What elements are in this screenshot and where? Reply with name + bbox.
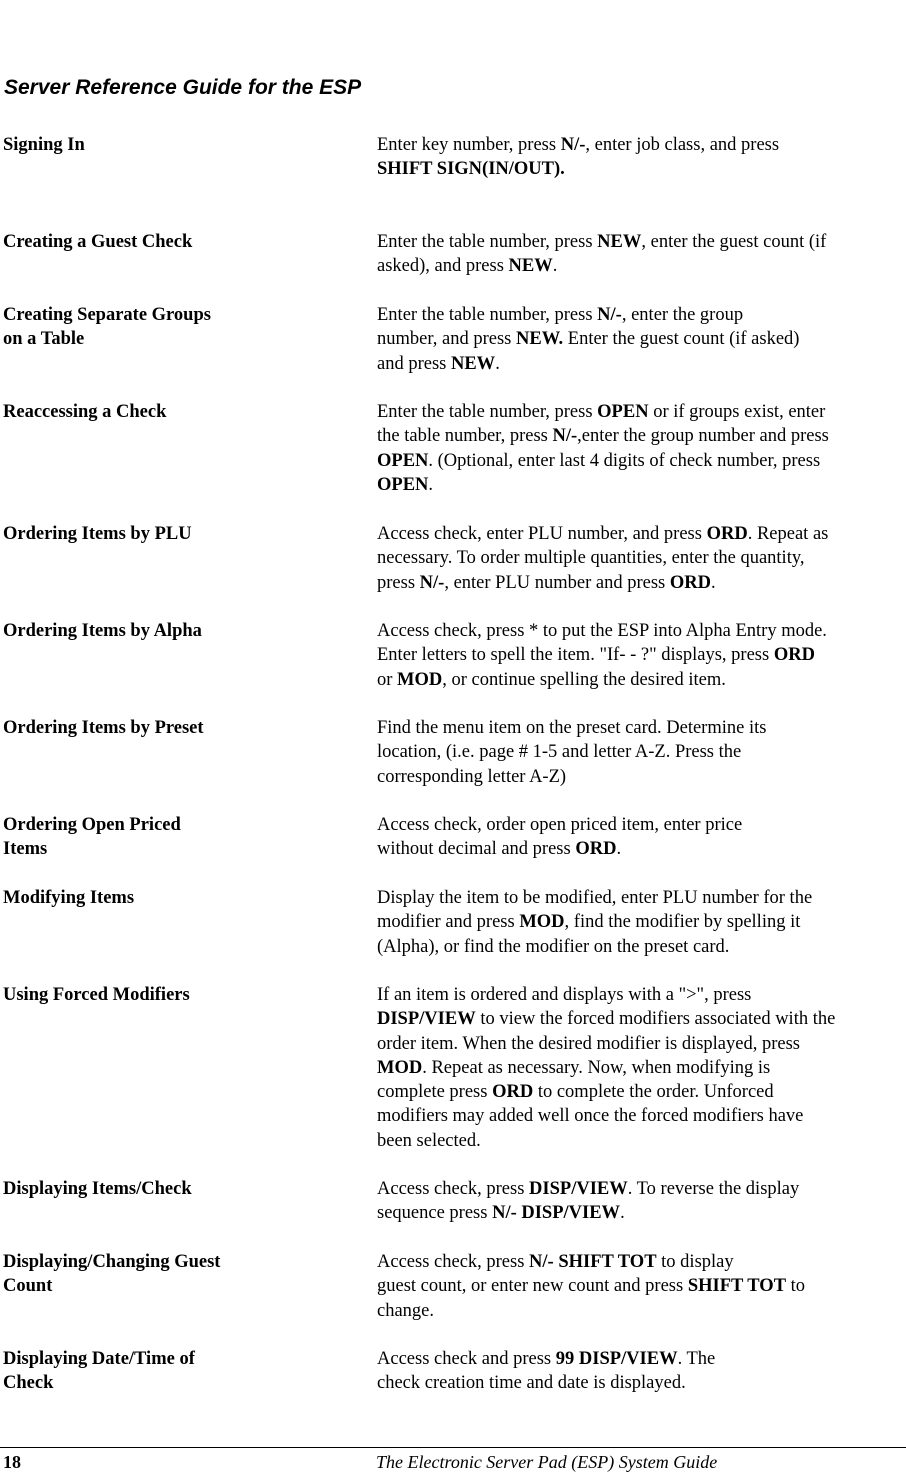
description-line bbox=[377, 1347, 901, 1371]
entry-description bbox=[377, 983, 901, 1153]
entry-term bbox=[3, 619, 363, 643]
description-line bbox=[377, 327, 901, 351]
description-line bbox=[377, 230, 901, 254]
key-name: NEW bbox=[597, 232, 642, 252]
description-text: Access check, order open priced item, enter price bbox=[377, 815, 743, 835]
entry-term-line: Count bbox=[3, 1276, 53, 1297]
description-line bbox=[377, 1104, 901, 1128]
description-line bbox=[377, 886, 901, 910]
key-name: N/- DISP/VIEW bbox=[492, 1203, 621, 1224]
description-line bbox=[377, 400, 901, 424]
description-line bbox=[377, 1080, 901, 1104]
entry-description bbox=[377, 886, 901, 959]
description-line bbox=[377, 1299, 901, 1323]
description-text: Access check, enter PLU number, and press bbox=[377, 524, 707, 544]
key-name: ORD bbox=[492, 1082, 534, 1103]
description-line bbox=[377, 716, 901, 740]
description-text: , enter the guest count (if bbox=[641, 232, 827, 252]
description-text: . bbox=[711, 572, 716, 593]
description-text: corresponding letter A-Z) bbox=[377, 766, 567, 787]
description-text: to complete the order. Unforced bbox=[533, 1082, 774, 1103]
entry-description bbox=[377, 1347, 901, 1396]
entry-term-line: Creating Separate Groups bbox=[3, 305, 211, 325]
description-line bbox=[377, 522, 901, 546]
description-text: Find the menu item on the preset card. Determine its bbox=[377, 718, 767, 738]
entry-term-line: Ordering Open Priced bbox=[3, 815, 181, 835]
entry-term-line: Check bbox=[3, 1373, 54, 1394]
entry-term-line: Ordering Items by Preset bbox=[3, 718, 204, 738]
key-name: NEW. bbox=[516, 329, 564, 350]
description-line bbox=[377, 1129, 901, 1153]
entry-term bbox=[3, 1347, 363, 1396]
description-line bbox=[377, 1032, 901, 1056]
description-text: . bbox=[495, 353, 500, 374]
entry-term-line: Reaccessing a Check bbox=[3, 402, 167, 422]
description-text: , or continue spelling the desired item. bbox=[442, 669, 726, 690]
description-text: . Repeat as bbox=[747, 524, 829, 544]
description-text: or bbox=[377, 669, 398, 690]
description-text: Enter key number, press bbox=[377, 135, 561, 155]
description-text: , enter PLU number and press bbox=[444, 572, 670, 593]
entry-description bbox=[377, 619, 901, 692]
description-text: guest count, or enter new count and press bbox=[377, 1276, 688, 1297]
key-name: SHIFT SIGN(IN/OUT). bbox=[377, 159, 565, 180]
entry-term-line: Displaying/Changing Guest bbox=[3, 1252, 221, 1272]
entry-term-line: Displaying Items/Check bbox=[3, 1179, 192, 1199]
description-line bbox=[377, 765, 901, 789]
key-name: DISP/VIEW bbox=[377, 1009, 476, 1030]
description-text: , enter job class, and press bbox=[585, 135, 780, 155]
description-text: and press bbox=[377, 353, 451, 374]
key-name: ORD bbox=[773, 645, 815, 666]
description-line bbox=[377, 668, 901, 692]
description-text: the table number, press bbox=[377, 426, 553, 447]
description-text: check creation time and date is displayed. bbox=[377, 1373, 686, 1394]
description-line bbox=[377, 1201, 901, 1225]
key-name: N/- bbox=[552, 426, 578, 447]
description-text: to display bbox=[656, 1252, 734, 1272]
description-line bbox=[377, 1274, 901, 1298]
entry-description bbox=[377, 813, 901, 862]
description-text: Enter the guest count (if asked) bbox=[563, 329, 800, 350]
description-text: . (Optional, enter last 4 digits of check number, press bbox=[428, 450, 821, 471]
description-line bbox=[377, 813, 901, 837]
key-name: ORD bbox=[575, 839, 617, 860]
description-line bbox=[377, 983, 901, 1007]
entry-description bbox=[377, 1177, 901, 1226]
description-text: Enter letters to spell the item. "If- - ?" displays, press bbox=[377, 645, 774, 666]
description-text: Access check and press bbox=[377, 1349, 556, 1369]
description-text: order item. When the desired modifier is displayed, press bbox=[377, 1033, 800, 1054]
description-text: been selected. bbox=[377, 1130, 481, 1151]
description-line bbox=[377, 157, 901, 181]
description-line bbox=[377, 449, 901, 473]
entry-description bbox=[377, 230, 901, 279]
description-text: . To reverse the display bbox=[627, 1179, 800, 1199]
description-text: to bbox=[786, 1276, 806, 1297]
description-text: or if groups exist, enter bbox=[648, 402, 826, 422]
entry-term-line: Displaying Date/Time of bbox=[3, 1349, 195, 1369]
description-line bbox=[377, 1007, 901, 1031]
description-text: Access check, press bbox=[377, 1179, 530, 1199]
footer-guide-title: The Electronic Server Pad (ESP) System Guide bbox=[376, 1452, 718, 1472]
entry-term bbox=[3, 400, 363, 424]
description-line bbox=[377, 254, 901, 278]
entry-term bbox=[3, 886, 363, 910]
description-text: to view the forced modifiers associated with the bbox=[475, 1009, 836, 1030]
description-text: . bbox=[616, 839, 622, 860]
description-text: . bbox=[428, 474, 434, 495]
description-line bbox=[377, 1371, 901, 1395]
page-title: Server Reference Guide for the ESP bbox=[4, 76, 362, 99]
description-text: change. bbox=[377, 1300, 435, 1321]
entry-description bbox=[377, 1250, 901, 1323]
entry-term bbox=[3, 303, 363, 352]
entry-description bbox=[377, 716, 901, 789]
key-name: OPEN bbox=[377, 450, 429, 471]
description-text: press bbox=[377, 572, 420, 593]
description-text: modifier and press bbox=[377, 912, 520, 933]
description-line bbox=[377, 837, 901, 861]
key-name: N/- bbox=[597, 305, 622, 325]
description-text: ,enter the group number and press bbox=[577, 426, 829, 447]
description-line bbox=[377, 1056, 901, 1080]
key-name: DISP/VIEW bbox=[529, 1179, 628, 1199]
description-text: (Alpha), or find the modifier on the preset card. bbox=[377, 936, 730, 957]
entry-term-line: Using Forced Modifiers bbox=[3, 985, 190, 1005]
description-text: If an item is ordered and displays with a ">", press bbox=[377, 985, 752, 1005]
description-line bbox=[377, 303, 901, 327]
entry-term bbox=[3, 983, 363, 1007]
entry-description bbox=[377, 303, 901, 376]
description-text: modifiers may added well once the forced modifiers have bbox=[377, 1106, 804, 1127]
description-text: Enter the table number, press bbox=[377, 305, 598, 325]
description-text: . bbox=[620, 1203, 625, 1224]
key-name: NEW bbox=[508, 256, 553, 277]
entry-term-line: Modifying Items bbox=[3, 888, 135, 908]
key-name: NEW bbox=[450, 353, 496, 374]
description-line bbox=[377, 1177, 901, 1201]
description-text: . Repeat as necessary. Now, when modifying is bbox=[422, 1057, 771, 1078]
entry-description bbox=[377, 400, 901, 497]
entry-term bbox=[3, 1177, 363, 1201]
key-name: MOD bbox=[519, 912, 565, 933]
footer-divider bbox=[0, 1447, 906, 1448]
entry-term bbox=[3, 133, 363, 157]
key-name: N/- SHIFT TOT bbox=[529, 1252, 657, 1272]
entry-term bbox=[3, 522, 363, 546]
key-name: N/- bbox=[419, 572, 445, 593]
entry-description bbox=[377, 522, 901, 595]
description-line bbox=[377, 546, 901, 570]
description-line bbox=[377, 1250, 901, 1274]
entry-term-line: Ordering Items by PLU bbox=[3, 524, 192, 544]
description-line bbox=[377, 571, 901, 595]
description-text: sequence press bbox=[377, 1203, 493, 1224]
description-text: Enter the table number, press bbox=[377, 232, 598, 252]
key-name: 99 DISP/VIEW bbox=[555, 1349, 678, 1369]
key-name: SHIFT TOT bbox=[687, 1276, 787, 1297]
description-text: asked), and press bbox=[377, 256, 509, 277]
description-line bbox=[377, 473, 901, 497]
entry-term bbox=[3, 230, 363, 254]
footer-page-number: 18 bbox=[3, 1452, 21, 1472]
description-line bbox=[377, 935, 901, 959]
key-name: OPEN bbox=[597, 402, 649, 422]
key-name: ORD bbox=[669, 572, 711, 593]
description-line bbox=[377, 424, 901, 448]
entry-description bbox=[377, 133, 901, 182]
key-name: ORD bbox=[706, 524, 748, 544]
entry-term-line: on a Table bbox=[3, 329, 85, 350]
description-line bbox=[377, 910, 901, 934]
description-line bbox=[377, 133, 901, 157]
description-text: , enter the group bbox=[621, 305, 744, 325]
description-text: Display the item to be modified, enter PLU number for the bbox=[377, 888, 813, 908]
entry-term bbox=[3, 716, 363, 740]
key-name: OPEN bbox=[377, 474, 429, 495]
entry-term-line: Signing In bbox=[3, 135, 85, 155]
key-name: N/- bbox=[560, 135, 586, 155]
description-text: Access check, press bbox=[377, 1252, 530, 1272]
entry-term-line: Creating a Guest Check bbox=[3, 232, 193, 252]
description-text: Access check, press * to put the ESP into Alpha Entry mode. bbox=[377, 621, 827, 641]
entry-term-line: Ordering Items by Alpha bbox=[3, 621, 202, 641]
description-text: without decimal and press bbox=[377, 839, 576, 860]
description-line bbox=[377, 352, 901, 376]
description-line bbox=[377, 740, 901, 764]
description-text: location, (i.e. page # 1-5 and letter A-Z. Press the bbox=[377, 742, 742, 763]
description-line bbox=[377, 643, 901, 667]
description-text: Enter the table number, press bbox=[377, 402, 598, 422]
entry-term bbox=[3, 1250, 363, 1299]
description-line bbox=[377, 619, 901, 643]
key-name: MOD bbox=[397, 669, 443, 690]
description-text: . The bbox=[677, 1349, 716, 1369]
entry-term bbox=[3, 813, 363, 862]
description-text: . bbox=[552, 256, 558, 277]
description-text: , find the modifier by spelling it bbox=[564, 912, 801, 933]
description-text: complete press bbox=[377, 1082, 493, 1103]
key-name: MOD bbox=[377, 1057, 423, 1078]
description-text: number, and press bbox=[377, 329, 517, 350]
entry-term-line: Items bbox=[3, 839, 48, 860]
description-text: necessary. To order multiple quantities, enter the quantity, bbox=[377, 548, 805, 569]
